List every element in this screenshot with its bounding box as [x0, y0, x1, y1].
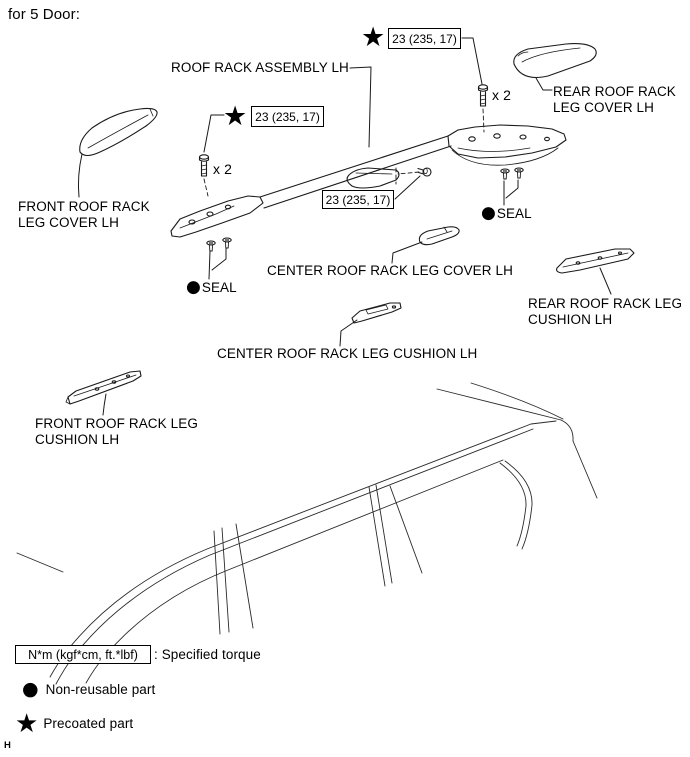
- leader-rear-leg-cushion: [600, 268, 611, 294]
- rear-leg-cushion-drawing: [557, 249, 634, 273]
- torque-spec-box-center: 23 (235, 17): [322, 190, 394, 209]
- label-seal-rear: ● SEAL: [481, 203, 532, 223]
- precoated-star-icon: ★: [15, 709, 39, 739]
- precoated-star-icon: ★: [361, 22, 386, 53]
- label-center-leg-cover: CENTER ROOF RACK LEG COVER LH: [267, 263, 513, 278]
- label-qty-front-bolt: x 2: [213, 161, 232, 177]
- leader-torque-center: [395, 176, 420, 199]
- page-mark: H: [4, 740, 11, 751]
- rear-leg-cover-drawing: [514, 44, 596, 78]
- label-center-leg-cushion: CENTER ROOF RACK LEG CUSHION LH: [217, 346, 478, 361]
- front-leg-cover-drawing: [80, 108, 157, 155]
- leader-seal-rear: [504, 180, 518, 205]
- leader-seal-front: [209, 248, 226, 279]
- legend-torque: N*m (kgf*cm, ft.*lbf) : Specified torque: [15, 645, 261, 664]
- non-reusable-dot-icon: ●: [481, 203, 496, 223]
- legend-non-reusable: ● Non-reusable part: [22, 678, 156, 700]
- seal-front-pair: [207, 238, 231, 251]
- legend-torque-unit-box: N*m (kgf*cm, ft.*lbf): [15, 645, 151, 664]
- windshield-edge-line: [17, 553, 63, 572]
- label-front-leg-cushion: FRONT ROOF RACK LEG CUSHION LH: [35, 416, 198, 447]
- center-leg-cushion-drawing: [352, 303, 401, 323]
- non-reusable-dot-icon: ●: [186, 277, 201, 297]
- center-mounting-bolt: [418, 168, 431, 176]
- precoated-star-icon: ★: [223, 101, 248, 132]
- leader-front-leg-cover: [78, 154, 82, 197]
- legend-precoated: ★ Precoated part: [15, 709, 134, 739]
- leader-torque-left: [204, 115, 224, 152]
- label-roof-rack-assembly: ROOF RACK ASSEMBLY LH: [171, 60, 349, 75]
- leader-roof-rack-assembly: [350, 67, 371, 147]
- torque-spec-box-top: 23 (235, 17): [388, 28, 461, 49]
- leader-front-leg-cushion: [103, 394, 106, 415]
- label-front-leg-cover: FRONT ROOF RACK LEG COVER LH: [18, 199, 150, 230]
- leader-center-leg-cushion: [340, 320, 357, 346]
- non-reusable-dot-icon: ●: [22, 678, 39, 700]
- label-rear-leg-cushion: REAR ROOF RACK LEG CUSHION LH: [528, 296, 683, 327]
- label-qty-rear-bolt: x 2: [492, 87, 511, 103]
- rear-mounting-bolt: [479, 85, 488, 106]
- leader-torque-top: [462, 38, 482, 84]
- leader-rear-leg-cover: [536, 78, 552, 90]
- leader-center-leg-cover: [392, 242, 422, 263]
- center-leg-cover-drawing: [419, 227, 459, 245]
- page-title: for 5 Door:: [8, 6, 80, 23]
- torque-spec-box-left: 23 (235, 17): [251, 106, 324, 127]
- label-rear-leg-cover: REAR ROOF RACK LEG COVER LH: [553, 84, 676, 115]
- seal-rear-pair: [501, 168, 523, 179]
- front-mounting-bolt: [200, 155, 209, 176]
- front-leg-cushion-drawing: [66, 371, 141, 404]
- label-seal-front: ● SEAL: [186, 277, 237, 297]
